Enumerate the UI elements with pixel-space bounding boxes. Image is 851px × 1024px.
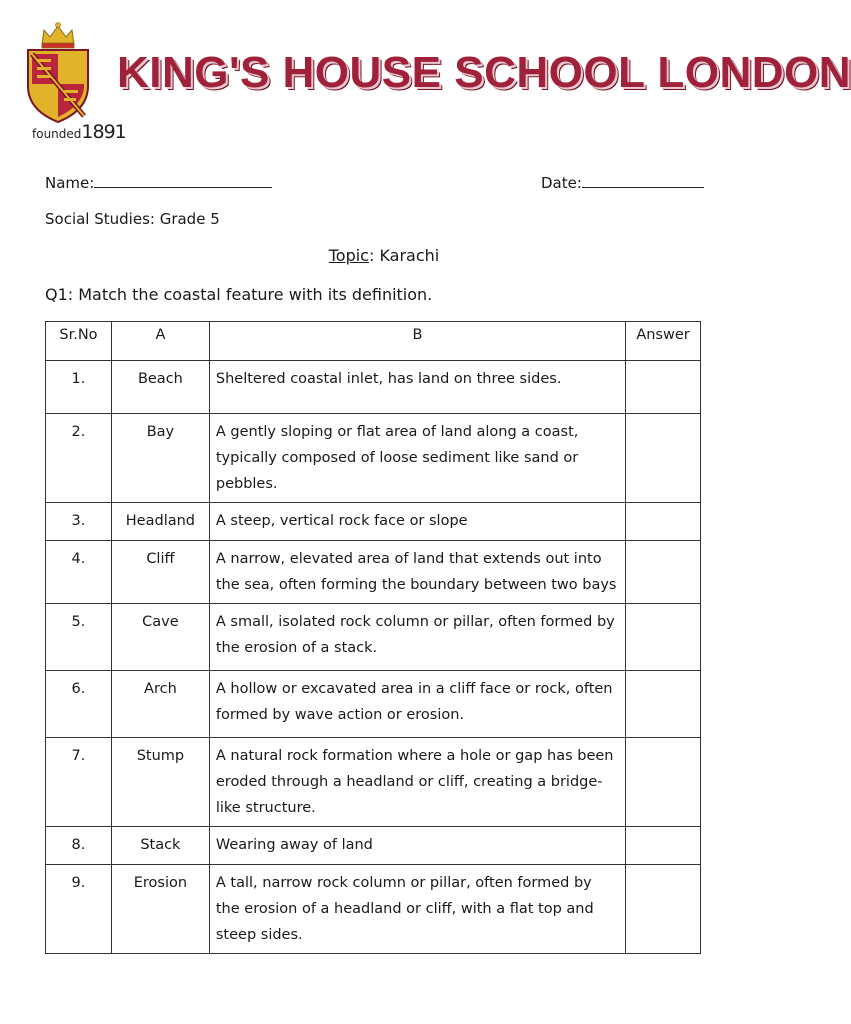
table-row <box>46 671 701 738</box>
answer-cell[interactable] <box>626 503 701 541</box>
row-definition: Sheltered coastal inlet, has land on three sides. <box>209 361 625 414</box>
row-number: 1. <box>46 361 112 414</box>
row-number: 7. <box>46 738 112 827</box>
row-feature: Arch <box>111 671 209 738</box>
table-row <box>46 738 701 827</box>
row-feature: Cave <box>111 604 209 671</box>
school-crest-logo <box>22 18 94 130</box>
row-definition: A hollow or excavated area in a cliff face or rock, often formed by wave action or erosion. <box>209 671 625 738</box>
row-number: 3. <box>46 503 112 541</box>
date-field[interactable]: Date: <box>541 174 704 192</box>
header-a: A <box>111 322 209 361</box>
answer-cell[interactable] <box>626 541 701 604</box>
subject-line: Social Studies: Grade 5 <box>45 210 220 228</box>
founded-label: founded1891 <box>32 121 126 143</box>
row-definition: A narrow, elevated area of land that extends out into the sea, often forming the boundary between two bays <box>209 541 625 604</box>
row-feature: Erosion <box>111 865 209 954</box>
crown-icon <box>42 23 74 49</box>
row-number: 4. <box>46 541 112 604</box>
row-number: 5. <box>46 604 112 671</box>
row-number: 6. <box>46 671 112 738</box>
question-text: Q1: Match the coastal feature with its definition. <box>45 285 433 304</box>
row-feature: Stump <box>111 738 209 827</box>
answer-cell[interactable] <box>626 738 701 827</box>
table-header-row <box>46 322 701 361</box>
row-feature: Beach <box>111 361 209 414</box>
answer-cell[interactable] <box>626 361 701 414</box>
table-row <box>46 604 701 671</box>
row-definition: A tall, narrow rock column or pillar, often formed by the erosion of a headland or cliff, with a flat top and steep sides. <box>209 865 625 954</box>
date-blank[interactable] <box>582 187 704 188</box>
row-definition: Wearing away of land <box>209 827 625 865</box>
row-definition: A gently sloping or flat area of land along a coast, typically composed of loose sediment like sand or pebbles. <box>209 414 625 503</box>
school-header <box>22 18 851 148</box>
row-feature: Stack <box>111 827 209 865</box>
header-sr-no: Sr.No <box>46 322 112 361</box>
table-row <box>46 865 701 954</box>
answer-cell[interactable] <box>626 414 701 503</box>
table-row <box>46 541 701 604</box>
row-feature: Headland <box>111 503 209 541</box>
name-blank[interactable] <box>94 187 272 188</box>
answer-cell[interactable] <box>626 604 701 671</box>
table-row <box>46 361 701 414</box>
school-name: KING'S HOUSE SCHOOL LONDON <box>117 48 851 97</box>
row-definition: A small, isolated rock column or pillar, often formed by the erosion of a stack. <box>209 604 625 671</box>
row-definition: A natural rock formation where a hole or gap has been eroded through a headland or cliff, creating a bridge-like structure. <box>209 738 625 827</box>
answer-cell[interactable] <box>626 827 701 865</box>
row-feature: Bay <box>111 414 209 503</box>
row-number: 9. <box>46 865 112 954</box>
row-definition: A steep, vertical rock face or slope <box>209 503 625 541</box>
row-number: 8. <box>46 827 112 865</box>
topic-heading: Topic: Karachi <box>328 246 440 265</box>
table-row <box>46 503 701 541</box>
header-b: B <box>209 322 625 361</box>
table-row <box>46 827 701 865</box>
answer-cell[interactable] <box>626 865 701 954</box>
row-number: 2. <box>46 414 112 503</box>
table-row <box>46 414 701 503</box>
row-feature: Cliff <box>111 541 209 604</box>
matching-table <box>45 321 701 954</box>
header-answer: Answer <box>626 322 701 361</box>
answer-cell[interactable] <box>626 671 701 738</box>
name-field[interactable]: Name: <box>45 174 272 192</box>
